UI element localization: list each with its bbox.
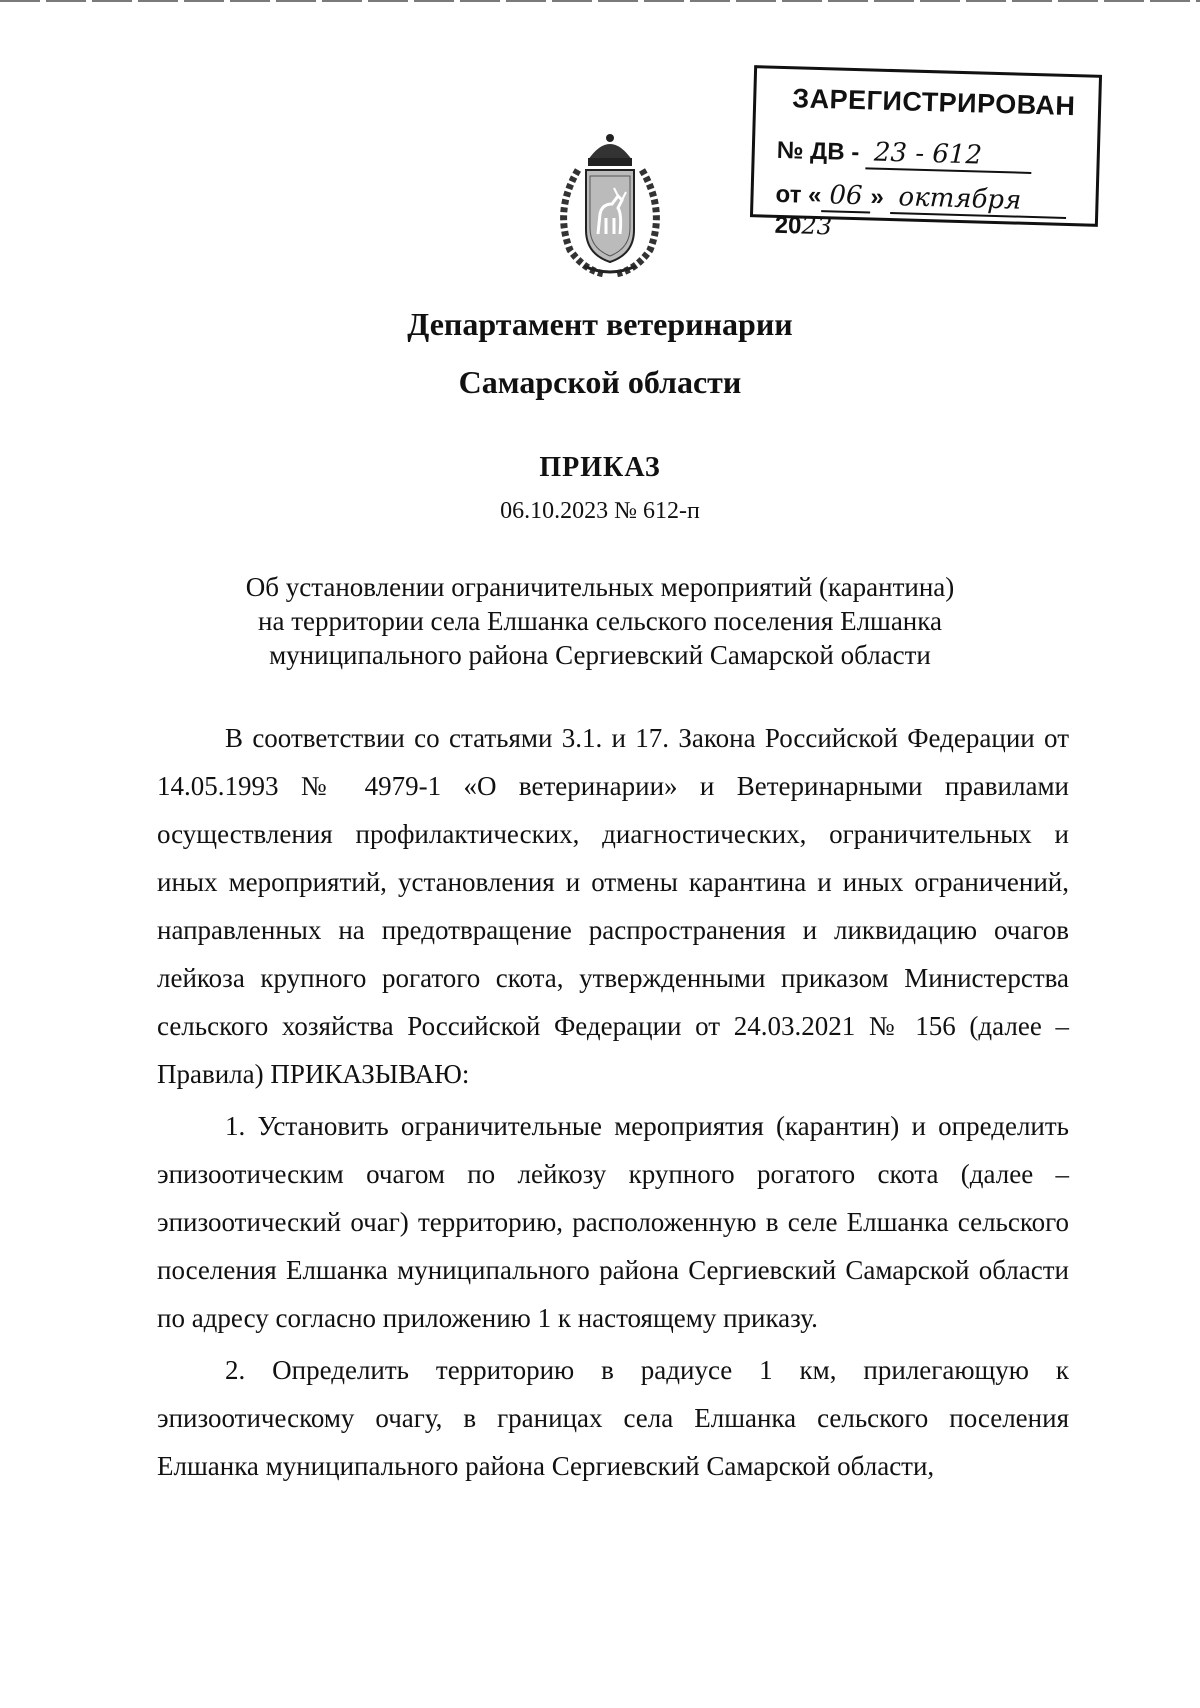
stamp-date-day: 06 [821, 180, 871, 213]
stamp-year-prefix: 20 [774, 211, 802, 240]
stamp-number-handwritten: 23 - 612 [866, 137, 1033, 174]
stamp-number-prefix: № ДВ - [776, 136, 860, 167]
subject-line: на территории села Елшанка сельского поселения Елшанка [258, 606, 942, 636]
registration-stamp [750, 65, 1102, 241]
subject-line: муниципального района Сергиевский Самарской области [269, 640, 931, 670]
order-body [157, 714, 1069, 1490]
stamp-date-mid: » [870, 183, 885, 211]
department-name-line2: Самарской области [458, 364, 742, 400]
clause-paragraph-1: 1. Установить ограничительные мероприятия (карантин) и определить эпизоотическим очагом по лейкозу крупного рогатого скота (далее – эпизоотический очаг) территорию, расположенную в селе Елшанка сельского поселения Елшанка муниципального района Сергиевский Самарской области по адресу согласно приложению 1 к настоящему приказу. [157, 1111, 1069, 1333]
preamble-paragraph: В соответствии со статьями 3.1. и 17. Закона Российской Федерации от 14.05.1993 № 4979-1 «О ветеринарии» и Ветеринарными правилами осуществления профилактических, диагностических, ограничительных и иных мероприятий, установления и отмены карантина и иных ограничений, направленных на предотвращение распространения и ликвидацию очагов лейкоза крупного рогатого скота, утвержденными приказом Министерства сельского хозяйства Российской Федерации от 24.03.2021 № 156 (далее – Правила) ПРИКАЗЫВАЮ: [157, 723, 1069, 1089]
stamp-number-row [776, 135, 1032, 174]
clause-paragraph-2: 2. Определить территорию в радиусе 1 км, прилегающую к эпизоотическому очагу, в границах села Елшанка сельского поселения Елшанка муниципального района Сергиевский Самарской области, [157, 1355, 1069, 1481]
stamp-title: ЗАРЕГИСТРИРОВАН [791, 83, 1076, 122]
doc-type-heading: ПРИКАЗ [539, 452, 661, 483]
stamp-date-row [774, 179, 1096, 249]
department-name-line1: Департамент ветеринарии [407, 306, 793, 342]
stamp-date-month: октября [890, 182, 1067, 219]
order-subject [0, 570, 1200, 672]
subject-line: Об установлении ограничительных мероприятий (карантина) [245, 572, 955, 602]
coat-of-arms-emblem [548, 130, 672, 278]
doc-date-number: 06.10.2023 № 612-п [500, 498, 700, 524]
stamp-date-prefix: от « [775, 180, 822, 210]
stamp-year-suffix: 23 [801, 211, 833, 241]
scan-edge-line [0, 0, 1200, 2]
